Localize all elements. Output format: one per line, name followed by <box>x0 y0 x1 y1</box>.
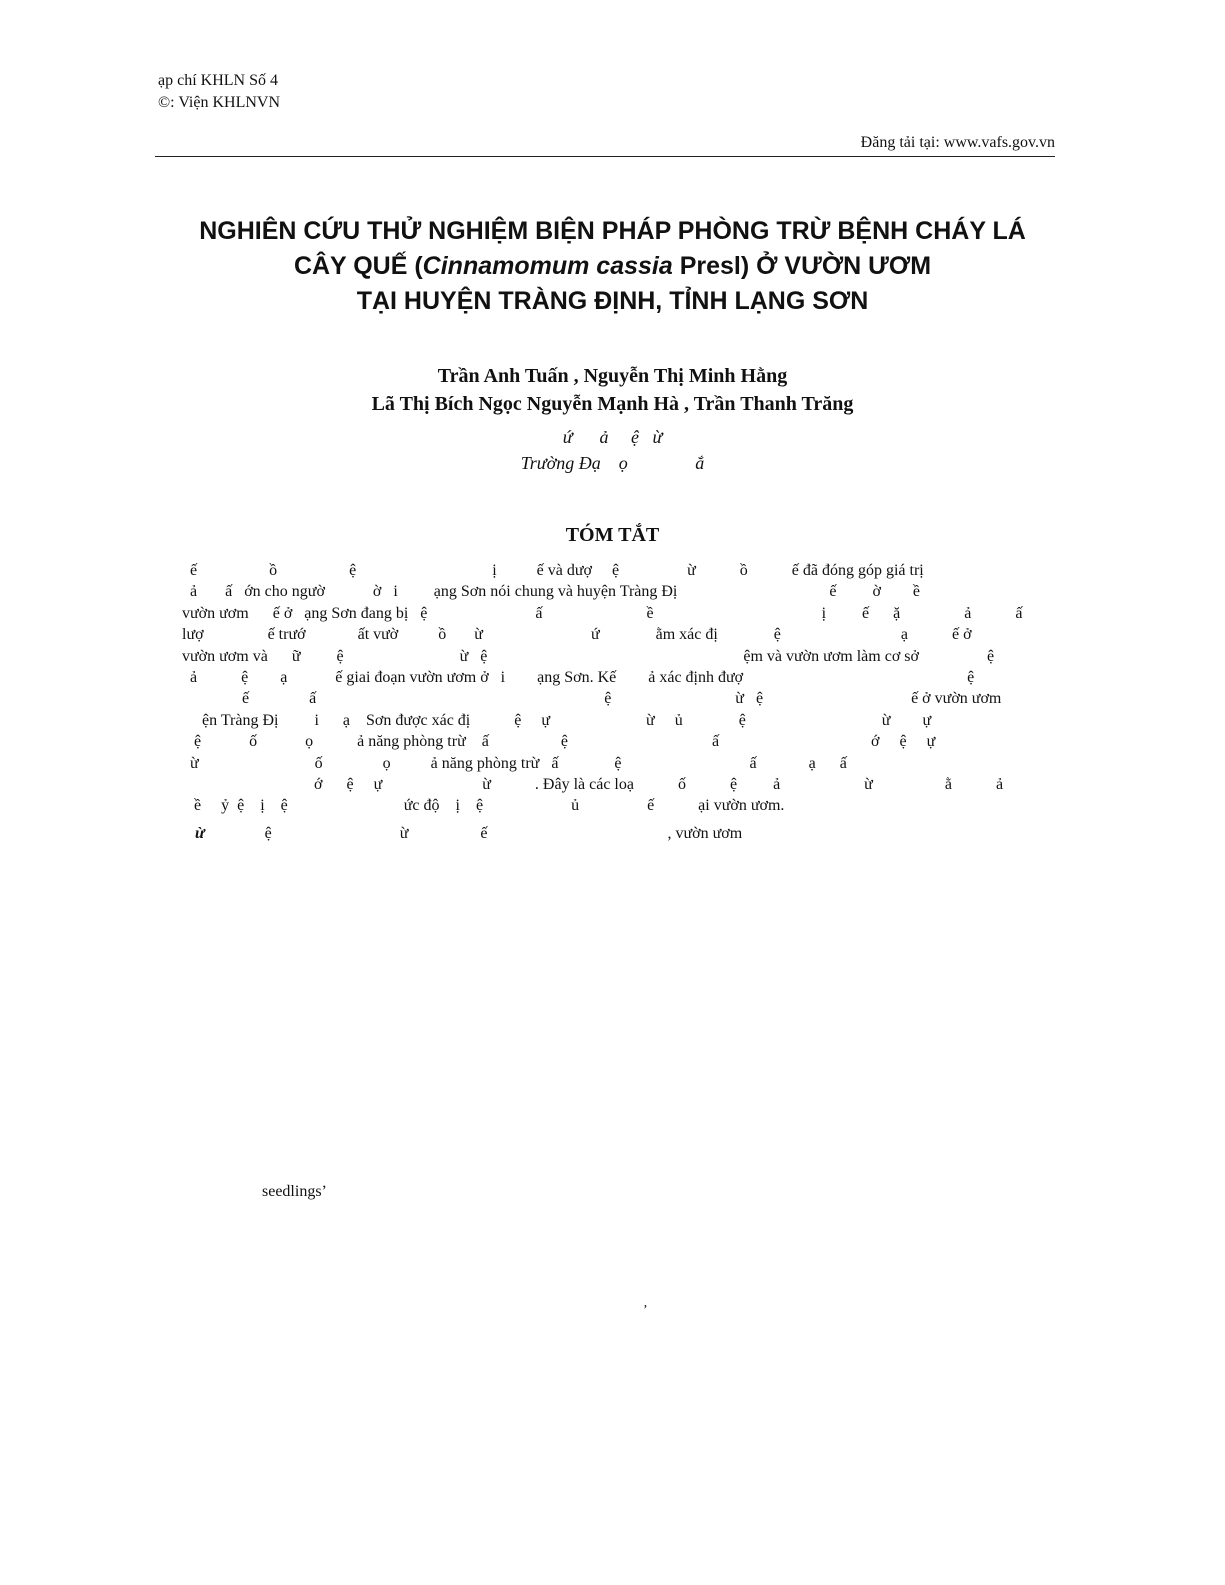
abstract-line: ế ấ ệ ừ ệ ế ở vườn ươm <box>182 690 1002 708</box>
keywords-label: ừ <box>195 825 205 842</box>
author-list <box>0 362 1225 418</box>
authors-line-1: Trần Anh Tuấn , Nguyễn Thị Minh Hằng <box>437 365 788 387</box>
title-line-2 <box>0 249 1225 284</box>
title-line-3: TẠI HUYỆN TRÀNG ĐỊNH, TỈNH LẠNG SƠN <box>356 287 869 315</box>
abstract-line: ề ỷ ệ ị ệ ức độ ị ệ ủ ế ại vườn ươm. <box>182 797 785 815</box>
affiliations <box>0 424 1225 476</box>
abstract-line: ả ấ ớn cho ngườ ờ i ạng Sơn nói chung và huyện Tràng Đị ế ờ ề <box>182 583 921 601</box>
abstract-line: vườn ươm và ữ ệ ừ ệ ệm và vườn ươm làm cơ sở ệ <box>182 647 995 665</box>
title-line-1: NGHIÊN CỨU THỬ NGHIỆM BIỆN PHÁP PHÒNG TRỪ BỆNH CHÁY LÁ <box>199 217 1026 245</box>
abstract-line: ện Tràng Đị i ạ Sơn được xác đị ệ ự ừ ủ ệ ừ ự <box>182 711 932 729</box>
abstract-line: lượ ế trướ ất vườ ồ ừ ứ ằm xác đị ệ ạ ế ở <box>182 626 972 644</box>
abstract-line: ế ồ ệ ị ế và dượ ệ ừ ồ ế đã đóng góp giá trị <box>182 562 924 579</box>
copyright-line: ©: Viện KHLNVN <box>158 94 280 111</box>
title-line-2-pre: CÂY QUẾ ( <box>293 252 423 280</box>
species-name: Cinnamomum cassia <box>422 252 673 280</box>
abstract-body <box>182 560 1042 817</box>
paper-title <box>0 214 1225 319</box>
abstract-line: vườn ươm ế ở ạng Sơn đang bị ệ ấ ề ị ế ặ ả ấ <box>182 604 1023 622</box>
keywords-line <box>195 825 742 843</box>
title-line-2-post: Presl) Ở VƯỜN ƯƠM <box>672 252 932 280</box>
posted-at: Đăng tải tại: www.vafs.gov.vn <box>860 134 1055 151</box>
abstract-heading: TÓM TẮT <box>565 524 660 546</box>
abstract-line: ệ ố ọ ả năng phòng trừ ấ ệ ấ ớ ệ ự <box>182 733 936 751</box>
abstract-line: ả ệ ạ ế giai đoạn vườn ươm ở i ạng Sơn. Kế ả xác định đượ ệ <box>182 668 975 686</box>
english-fragment-seedlings: seedlings’ <box>262 1183 327 1200</box>
affiliation-line-2: Trường Đạ ọ ắ <box>520 453 705 473</box>
english-fragment-comma: ’ <box>643 1303 648 1318</box>
keywords-text: ệ ừ ế , vườn ươm <box>204 825 743 842</box>
header-divider <box>155 156 1055 157</box>
abstract-line: ừ ố ọ ả năng phòng trừ ấ ệ ấ ạ ấ <box>182 754 847 772</box>
abstract-line: ớ ệ ự ừ . Đây là các loạ ố ệ ả ừ ằ ả <box>182 775 1004 793</box>
journal-name: ạp chí KHLN Số 4 <box>158 72 278 89</box>
authors-line-2: Lã Thị Bích Ngọc Nguyễn Mạnh Hà , Trần Thanh Trăng <box>371 393 854 415</box>
journal-header <box>158 70 280 114</box>
affiliation-line-1: ứ ả ệ ừ <box>562 427 663 447</box>
